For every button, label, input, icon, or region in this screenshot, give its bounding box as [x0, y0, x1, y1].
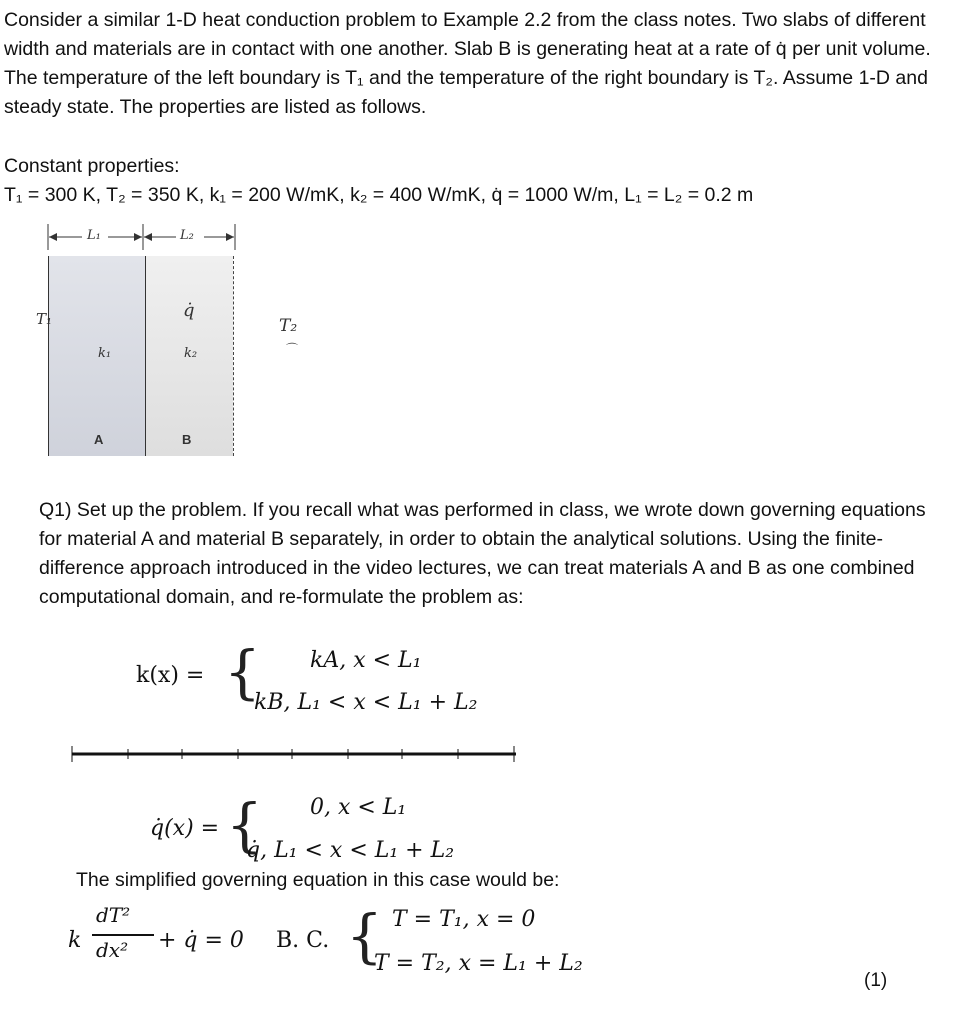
bc-1: T = T₁, x = 0 — [392, 907, 536, 932]
problem-intro: Consider a similar 1-D heat conduction problem to Example 2.2 from the class notes. Two slabs of different width and materials are in contact with one another. Slab B is generating heat at a rate of q̇ per unit volume. The temperature of the left boundary is T₁ and the temperature of the right boundary is T₂. Assume 1-D and steady state. The properties are listed as follows. — [4, 9, 931, 118]
gov-rest: + q̇ = 0 — [158, 928, 244, 953]
slab-a — [48, 256, 145, 456]
gov-numerator: dT² — [96, 903, 131, 927]
equation-number: (1) — [864, 970, 888, 991]
q-case-1: 0, x < L₁ — [310, 795, 407, 820]
fraction-bar — [92, 934, 154, 936]
left-brace-icon: { — [226, 791, 263, 859]
dimension-arrows — [40, 224, 245, 254]
slab-a-label: A — [94, 432, 104, 447]
t2-label: T₂ — [279, 316, 298, 336]
k-lhs: k(x) = — [136, 663, 205, 688]
small-mark-icon: ⌒ — [286, 342, 299, 356]
grid-line — [70, 744, 520, 764]
bc-2: T = T₂, x = L₁ + L₂ — [374, 951, 583, 976]
simplified-heading: The simplified governing equation in this case would be: — [76, 869, 560, 891]
k1-label: k₁ — [98, 346, 112, 361]
q-case-2: q̇, L₁ < x < L₁ + L₂ — [246, 838, 455, 863]
gov-k: k — [68, 928, 82, 953]
dim-label-l2: L₂ — [180, 228, 194, 243]
dim-label-l1: L₁ — [87, 228, 101, 243]
k2-label: k₂ — [184, 346, 198, 361]
interface — [145, 256, 146, 456]
t1-label: T₁ — [36, 310, 53, 328]
bc-label: B. C. — [276, 928, 330, 953]
properties-heading: Constant properties: — [4, 155, 180, 177]
left-boundary — [48, 256, 49, 456]
left-brace-icon: { — [224, 638, 261, 706]
right-boundary — [233, 256, 234, 456]
k-case-1: kA, x < L₁ — [310, 648, 422, 673]
k-case-2: kB, L₁ < x < L₁ + L₂ — [254, 690, 478, 715]
properties-line: T₁ = 300 K, T₂ = 350 K, k₁ = 200 W/mK, k₂ = 400 W/mK, q̇ = 1000 W/m, L₁ = L₂ = 0.2 m — [4, 184, 754, 206]
question-1-text: Q1) Set up the problem. If you recall what was performed in class, we wrote down governing equations for material A and material B separately, in order to obtain the analytical solutions. Using the finite-difference approach introduced in the video lectures, we can treat materials A and B as one combined computational domain, and re-formulate the problem as: — [39, 499, 926, 608]
gov-denominator: dx² — [96, 938, 129, 962]
left-brace-icon: { — [346, 902, 383, 970]
slab-b-label: B — [182, 432, 192, 447]
q-lhs: q̇(x) = — [150, 816, 220, 841]
qdot-label: q̇ — [183, 300, 195, 321]
